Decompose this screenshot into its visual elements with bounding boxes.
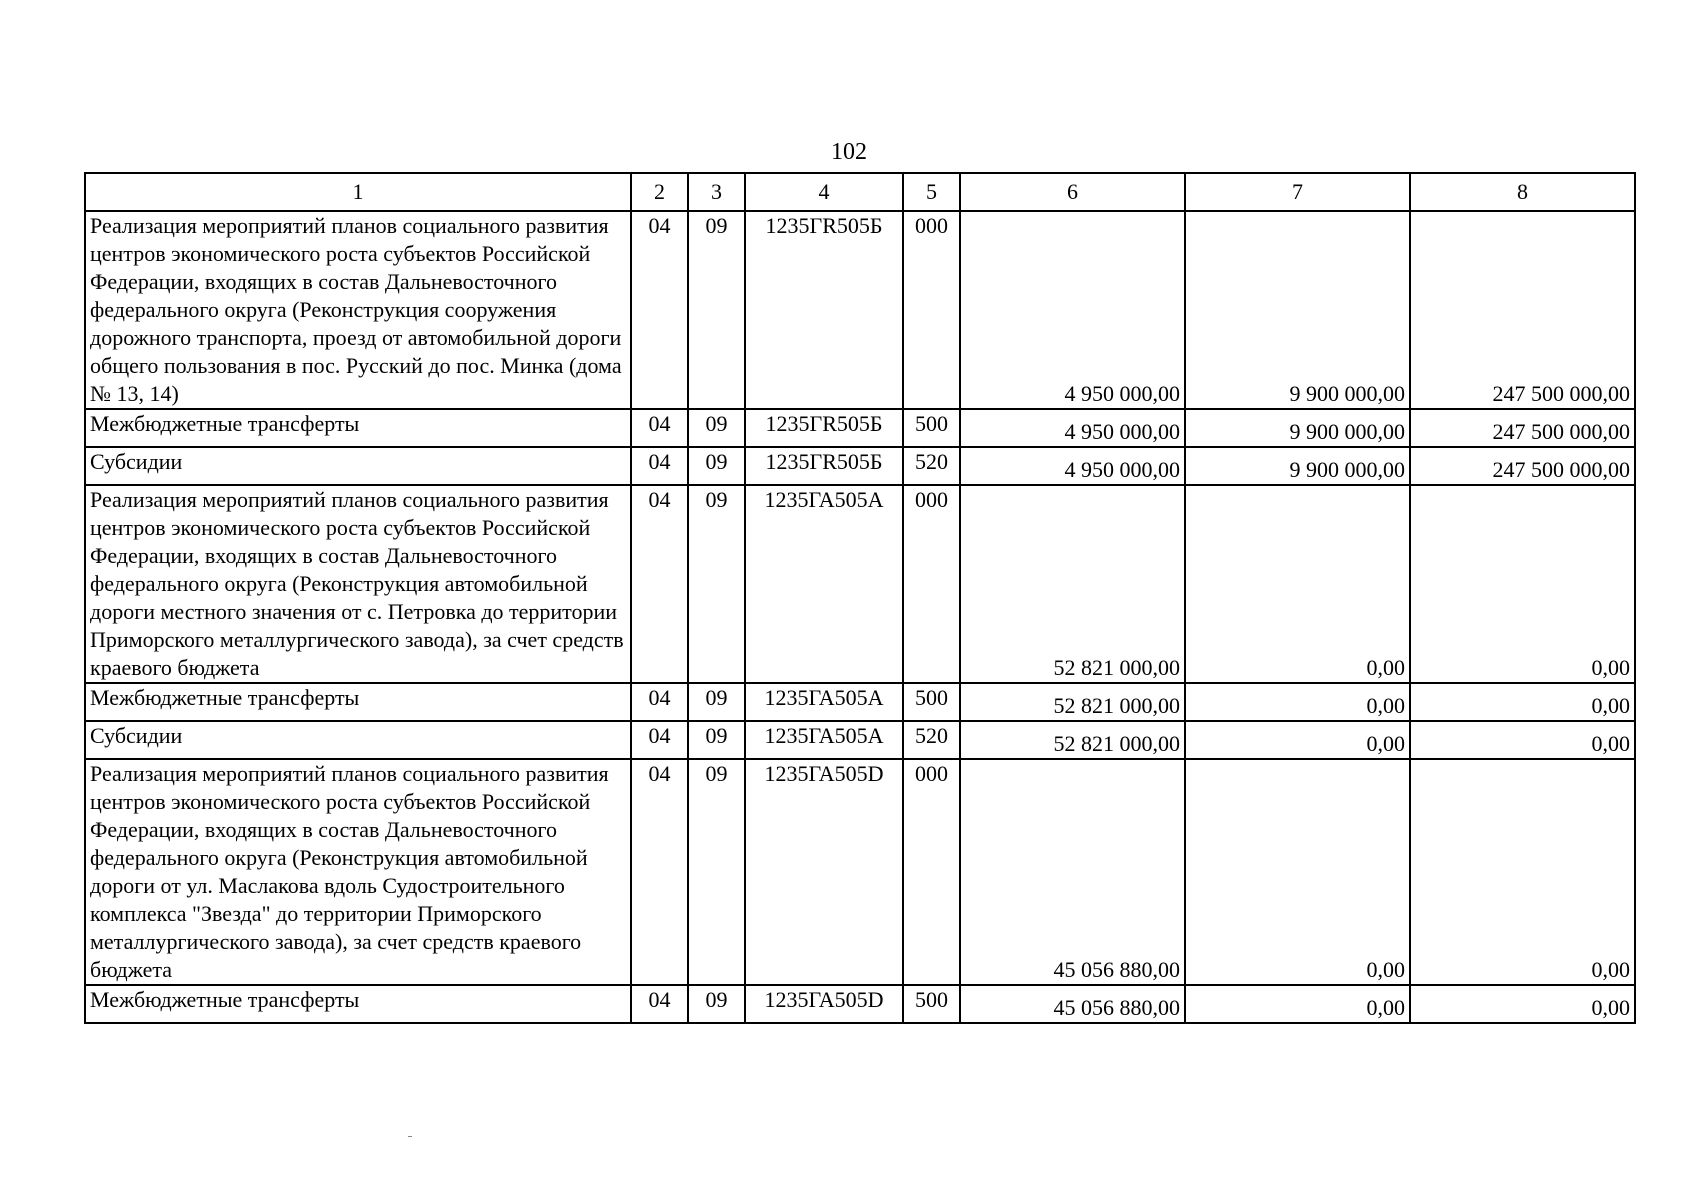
row-amount-6: 4 950 000,00 <box>960 409 1185 447</box>
row-name: Субсидии <box>85 721 631 759</box>
table-row <box>85 409 1635 447</box>
row-section: 04 <box>631 447 688 485</box>
row-amount-8: 0,00 <box>1410 721 1635 759</box>
row-target-code: 1235ГR505Б <box>745 409 903 447</box>
row-expense-type: 000 <box>903 759 960 985</box>
row-target-code: 1235ГR505Б <box>745 447 903 485</box>
table-row <box>85 211 1635 409</box>
row-name: Межбюджетные трансферты <box>85 683 631 721</box>
table-row <box>85 447 1635 485</box>
row-expense-type: 520 <box>903 721 960 759</box>
row-amount-6: 52 821 000,00 <box>960 683 1185 721</box>
row-amount-7: 0,00 <box>1185 485 1410 683</box>
row-amount-8: 0,00 <box>1410 683 1635 721</box>
row-name: Межбюджетные трансферты <box>85 409 631 447</box>
row-target-code: 1235ГА505А <box>745 721 903 759</box>
row-expense-type: 000 <box>903 211 960 409</box>
row-amount-8: 247 500 000,00 <box>1410 211 1635 409</box>
row-amount-6: 45 056 880,00 <box>960 759 1185 985</box>
header-col-4: 4 <box>745 173 903 211</box>
row-amount-7: 9 900 000,00 <box>1185 409 1410 447</box>
row-amount-7: 9 900 000,00 <box>1185 447 1410 485</box>
row-subsection: 09 <box>688 409 745 447</box>
row-section: 04 <box>631 721 688 759</box>
row-section: 04 <box>631 683 688 721</box>
row-amount-7: 0,00 <box>1185 985 1410 1023</box>
row-amount-7: 0,00 <box>1185 759 1410 985</box>
row-subsection: 09 <box>688 211 745 409</box>
row-amount-6: 4 950 000,00 <box>960 211 1185 409</box>
header-col-8: 8 <box>1410 173 1635 211</box>
table-row <box>85 485 1635 683</box>
row-subsection: 09 <box>688 447 745 485</box>
header-col-1: 1 <box>85 173 631 211</box>
row-expense-type: 520 <box>903 447 960 485</box>
header-col-5: 5 <box>903 173 960 211</box>
row-target-code: 1235ГА505А <box>745 485 903 683</box>
header-col-7: 7 <box>1185 173 1410 211</box>
row-amount-6: 52 821 000,00 <box>960 721 1185 759</box>
row-amount-6: 4 950 000,00 <box>960 447 1185 485</box>
row-amount-6: 52 821 000,00 <box>960 485 1185 683</box>
budget-table <box>84 172 1636 1024</box>
row-expense-type: 500 <box>903 683 960 721</box>
row-target-code: 1235ГА505D <box>745 985 903 1023</box>
row-name: Межбюджетные трансферты <box>85 985 631 1023</box>
row-name: Субсидии <box>85 447 631 485</box>
table-row <box>85 759 1635 985</box>
row-subsection: 09 <box>688 985 745 1023</box>
row-section: 04 <box>631 485 688 683</box>
row-section: 04 <box>631 211 688 409</box>
row-target-code: 1235ГА505D <box>745 759 903 985</box>
scan-speck <box>408 1136 412 1137</box>
row-section: 04 <box>631 409 688 447</box>
row-amount-8: 0,00 <box>1410 985 1635 1023</box>
row-section: 04 <box>631 985 688 1023</box>
row-expense-type: 500 <box>903 409 960 447</box>
row-name: Реализация мероприятий планов социального развития центров экономического роста субъектов Российской Федерации, входящих в состав Дальневосточного федерального округа (Реконструкция автомобильной дороги местного значения от с. Петровка до территории Приморского металлургического завода), за счет средств краевого бюджета <box>85 485 631 683</box>
row-section: 04 <box>631 759 688 985</box>
row-amount-7: 0,00 <box>1185 683 1410 721</box>
row-amount-8: 0,00 <box>1410 759 1635 985</box>
header-col-3: 3 <box>688 173 745 211</box>
row-amount-8: 247 500 000,00 <box>1410 409 1635 447</box>
header-col-6: 6 <box>960 173 1185 211</box>
table-row <box>85 683 1635 721</box>
row-target-code: 1235ГR505Б <box>745 211 903 409</box>
header-row <box>85 173 1635 211</box>
row-amount-8: 247 500 000,00 <box>1410 447 1635 485</box>
table-row <box>85 721 1635 759</box>
row-expense-type: 000 <box>903 485 960 683</box>
header-col-2: 2 <box>631 173 688 211</box>
row-subsection: 09 <box>688 485 745 683</box>
row-amount-6: 45 056 880,00 <box>960 985 1185 1023</box>
row-name: Реализация мероприятий планов социального развития центров экономического роста субъектов Российской Федерации, входящих в состав Дальневосточного федерального округа (Реконструкция сооружения дорожного транспорта, проезд от автомобильной дороги общего пользования в пос. Русский до пос. Минка (дома № 13, 14) <box>85 211 631 409</box>
row-subsection: 09 <box>688 759 745 985</box>
row-name: Реализация мероприятий планов социального развития центров экономического роста субъектов Российской Федерации, входящих в состав Дальневосточного федерального округа (Реконструкция автомобильной дороги от ул. Маслакова вдоль Судостроительного комплекса "Звезда" до территории Приморского металлургического завода), за счет средств краевого бюджета <box>85 759 631 985</box>
row-expense-type: 500 <box>903 985 960 1023</box>
row-subsection: 09 <box>688 721 745 759</box>
row-subsection: 09 <box>688 683 745 721</box>
row-amount-7: 9 900 000,00 <box>1185 211 1410 409</box>
page-number: 102 <box>831 139 867 165</box>
row-amount-8: 0,00 <box>1410 485 1635 683</box>
table-row <box>85 985 1635 1023</box>
row-amount-7: 0,00 <box>1185 721 1410 759</box>
row-target-code: 1235ГА505А <box>745 683 903 721</box>
